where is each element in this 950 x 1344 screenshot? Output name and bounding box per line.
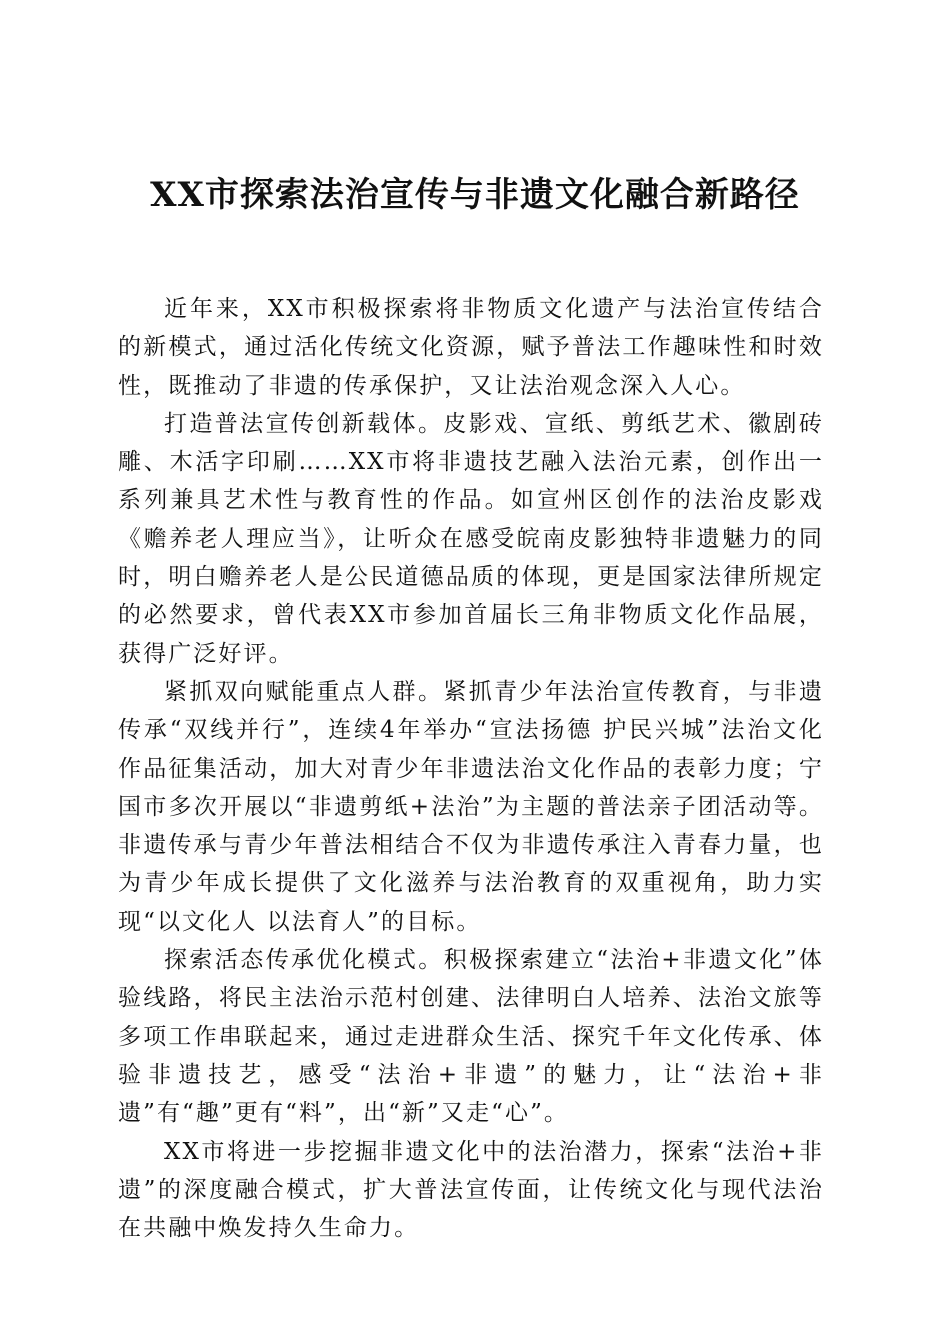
- document-title: XX市探索法治宣传与非遗文化融合新路径: [150, 175, 800, 215]
- paragraph-carrier: 打造普法宣传创新载体。皮影戏、宣纸、剪纸艺术、徽剧砖雕、木活字印刷……XX市将非遗技艺融入法治元素，创作出一系列兼具艺术性与教育性的作品。如宣州区创作的法治皮影戏《赡养老人理应当》，让听众在感受皖南皮影独特非遗魅力的同时，明白赡养老人是公民道德品质的体现，更是国家法律所规定的必然要求，曾代表XX市参加首届长三角非物质文化作品展，获得广泛好评。: [118, 410, 824, 667]
- paragraph-conclusion: XX市将进一步挖掘非遗文化中的法治潜力，探索“法治+非遗”的深度融合模式，扩大普法宣传面，让传统文化与现代法治在共融中焕发持久生命力。: [118, 1138, 824, 1242]
- paragraph-living-heritage: 探索活态传承优化模式。积极探索建立“法治+非遗文化”体验线路，将民主法治示范村创建、法律明白人培养、法治文旅等多项工作串联起来，通过走进群众生活、探究千年文化传承、体验非遗技艺，感受“法治+非遗”的魅力，让“法治+非遗”有“趣”更有“料”，出“新”又走“心”。: [118, 947, 824, 1127]
- paragraph-youth: 紧抓双向赋能重点人群。紧抓青少年法治宣传教育，与非遗传承“双线并行”，连续4年举办“宣法扬德 护民兴城”法治文化作品征集活动，加大对青少年非遗法治文化作品的表彰力度；宁国市多次开展以“非遗剪纸+法治”为主题的普法亲子团活动等。非遗传承与青少年普法相结合不仅为非遗传承注入青春力量，也为青少年成长提供了文化滋养与法治教育的双重视角，助力实现“以文化人 以法育人”的目标。: [118, 678, 824, 935]
- paragraph-intro: 近年来，XX市积极探索将非物质文化遗产与法治宣传结合的新模式，通过活化传统文化资源，赋予普法工作趣味性和时效性，既推动了非遗的传承保护，又让法治观念深入人心。: [118, 296, 824, 399]
- document-body: [118, 290, 824, 1247]
